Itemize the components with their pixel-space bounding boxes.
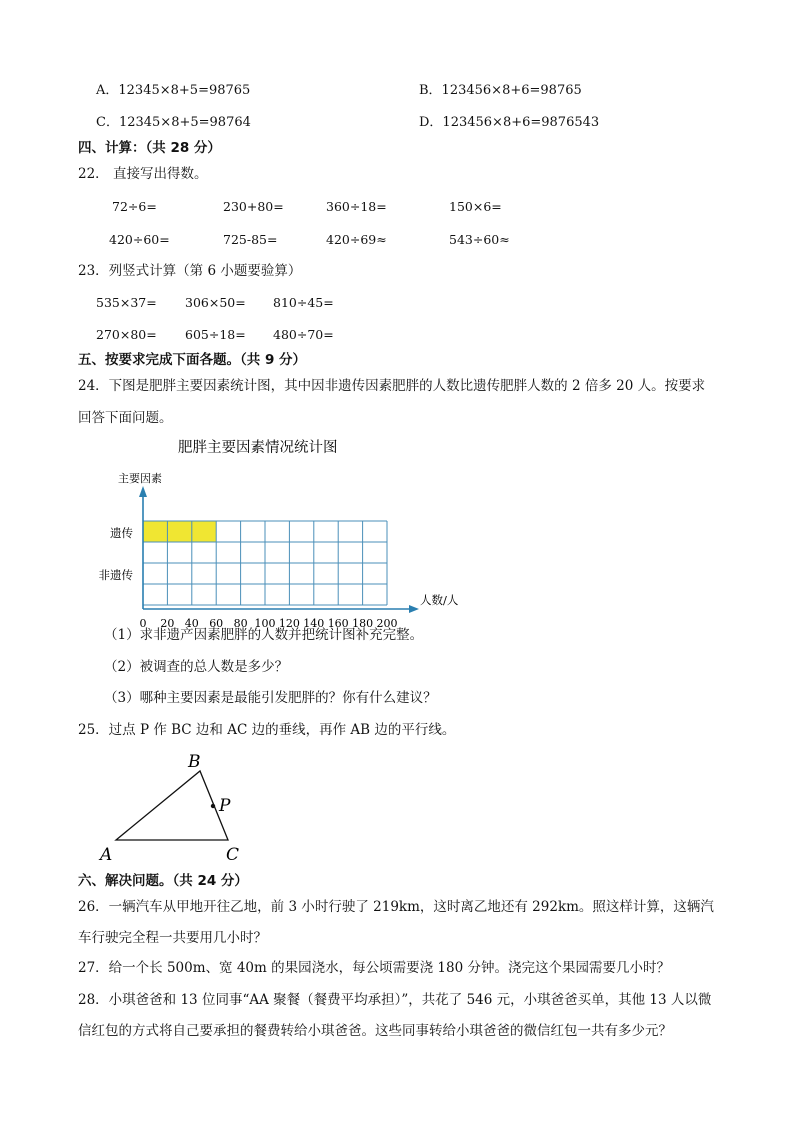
- q23-item: 270×80=: [96, 327, 157, 342]
- triangle-figure: [0, 745, 794, 865]
- category-label: 遗传: [110, 525, 133, 540]
- x-tick-label: 100: [254, 617, 276, 630]
- q24-line-1: 24．下图是肥胖主要因素统计图，其中因非遗传因素肥胖的人数比遗传肥胖人数的 2 倍多 20 人。按要求: [78, 378, 706, 394]
- x-tick-label: 0: [139, 617, 147, 630]
- x-tick-label: 140: [303, 617, 325, 630]
- q24-sub-2: （2）被调查的总人数是多少？: [104, 659, 289, 675]
- q27: 27．给一个长 500m、宽 40m 的果园浇水，每公顷需要浇 180 分钟。浇完这个果园需要几小时？: [78, 960, 670, 976]
- x-tick-label: 20: [160, 617, 175, 630]
- q22-item: 420÷69≈: [326, 232, 387, 247]
- q22-item: 420÷60=: [109, 232, 170, 247]
- option-a: A．12345×8+5=98765: [96, 83, 251, 98]
- label-a: A: [100, 845, 113, 865]
- chart-title: 肥胖主要因素情况统计图: [178, 440, 338, 456]
- q22-item: 725-85=: [223, 232, 278, 247]
- q28-line-1: 28．小琪爸爸和 13 位同事“AA 聚餐（餐费平均承担）”，共花了 546 元，小琪爸爸买单，其他 13 人以微: [78, 992, 712, 1008]
- x-tick-label: 200: [376, 617, 398, 630]
- q22-label: 22． 直接写出得数。: [78, 166, 208, 182]
- bar-遗传: [143, 521, 216, 542]
- q23-item: 306×50=: [185, 295, 246, 310]
- label-b: B: [188, 752, 201, 772]
- q25-text: 25．过点 P 作 BC 边和 AC 边的垂线，再作 AB 边的平行线。: [78, 722, 456, 738]
- section-4-heading: 四、计算：（共 28 分）: [78, 140, 221, 156]
- label-c: C: [226, 845, 240, 865]
- q23-item: 605÷18=: [185, 327, 246, 342]
- x-tick-label: 160: [327, 617, 349, 630]
- q24-sub-3: （3）哪种主要因素是最能引发肥胖的？你有什么建议？: [104, 690, 437, 706]
- point-p: [211, 804, 215, 808]
- q22-item: 72÷6=: [112, 199, 157, 214]
- q28-line-2: 信红包的方式将自己要承担的餐费转给小琪爸爸。这些同事转给小琪爸爸的微信红包一共有多少元？: [78, 1023, 672, 1039]
- x-axis-label: 人数/人: [420, 593, 459, 607]
- q23-item: 480÷70=: [273, 327, 334, 342]
- label-p: P: [219, 796, 231, 816]
- option-b: B．123456×8+6=98765: [419, 83, 582, 98]
- q26-line-2: 车行驶完全程一共要用几小时？: [78, 930, 267, 946]
- q23-item: 810÷45=: [273, 295, 334, 310]
- y-axis-arrow: [139, 486, 147, 497]
- x-axis-arrow: [409, 605, 419, 613]
- x-tick-label: 180: [352, 617, 374, 630]
- option-d: D．123456×8+6=9876543: [419, 115, 600, 130]
- q22-item: 150×6=: [449, 199, 502, 214]
- section-5-heading: 五、按要求完成下面各题。（共 9 分）: [78, 352, 307, 368]
- x-tick-label: 60: [209, 617, 224, 630]
- q24-sub-1: （1）求非遗产因素肥胖的人数并把统计图补充完整。: [104, 627, 424, 643]
- q23-label: 23．列竖式计算（第 6 小题要验算）: [78, 263, 302, 279]
- q24-line-2: 回答下面问题。: [78, 410, 173, 426]
- q22-item: 360÷18=: [326, 199, 387, 214]
- q22-item: 230+80=: [223, 199, 284, 214]
- q26-line-1: 26．一辆汽车从甲地开往乙地，前 3 小时行驶了 219km，这时离乙地还有 292km。照这样计算，这辆汽: [78, 899, 714, 915]
- x-tick-label: 120: [278, 617, 300, 630]
- x-tick-label: 40: [184, 617, 199, 630]
- q22-item: 543÷60≈: [449, 232, 510, 247]
- option-c: C．12345×8+5=98764: [96, 115, 251, 130]
- obesity-factors-chart: [0, 420, 794, 650]
- q23-item: 535×37=: [96, 295, 157, 310]
- x-tick-label: 80: [233, 617, 248, 630]
- section-6-heading: 六、解决问题。（共 24 分）: [78, 873, 248, 889]
- category-label: 非遗传: [98, 567, 133, 582]
- y-axis-label: 主要因素: [118, 472, 162, 485]
